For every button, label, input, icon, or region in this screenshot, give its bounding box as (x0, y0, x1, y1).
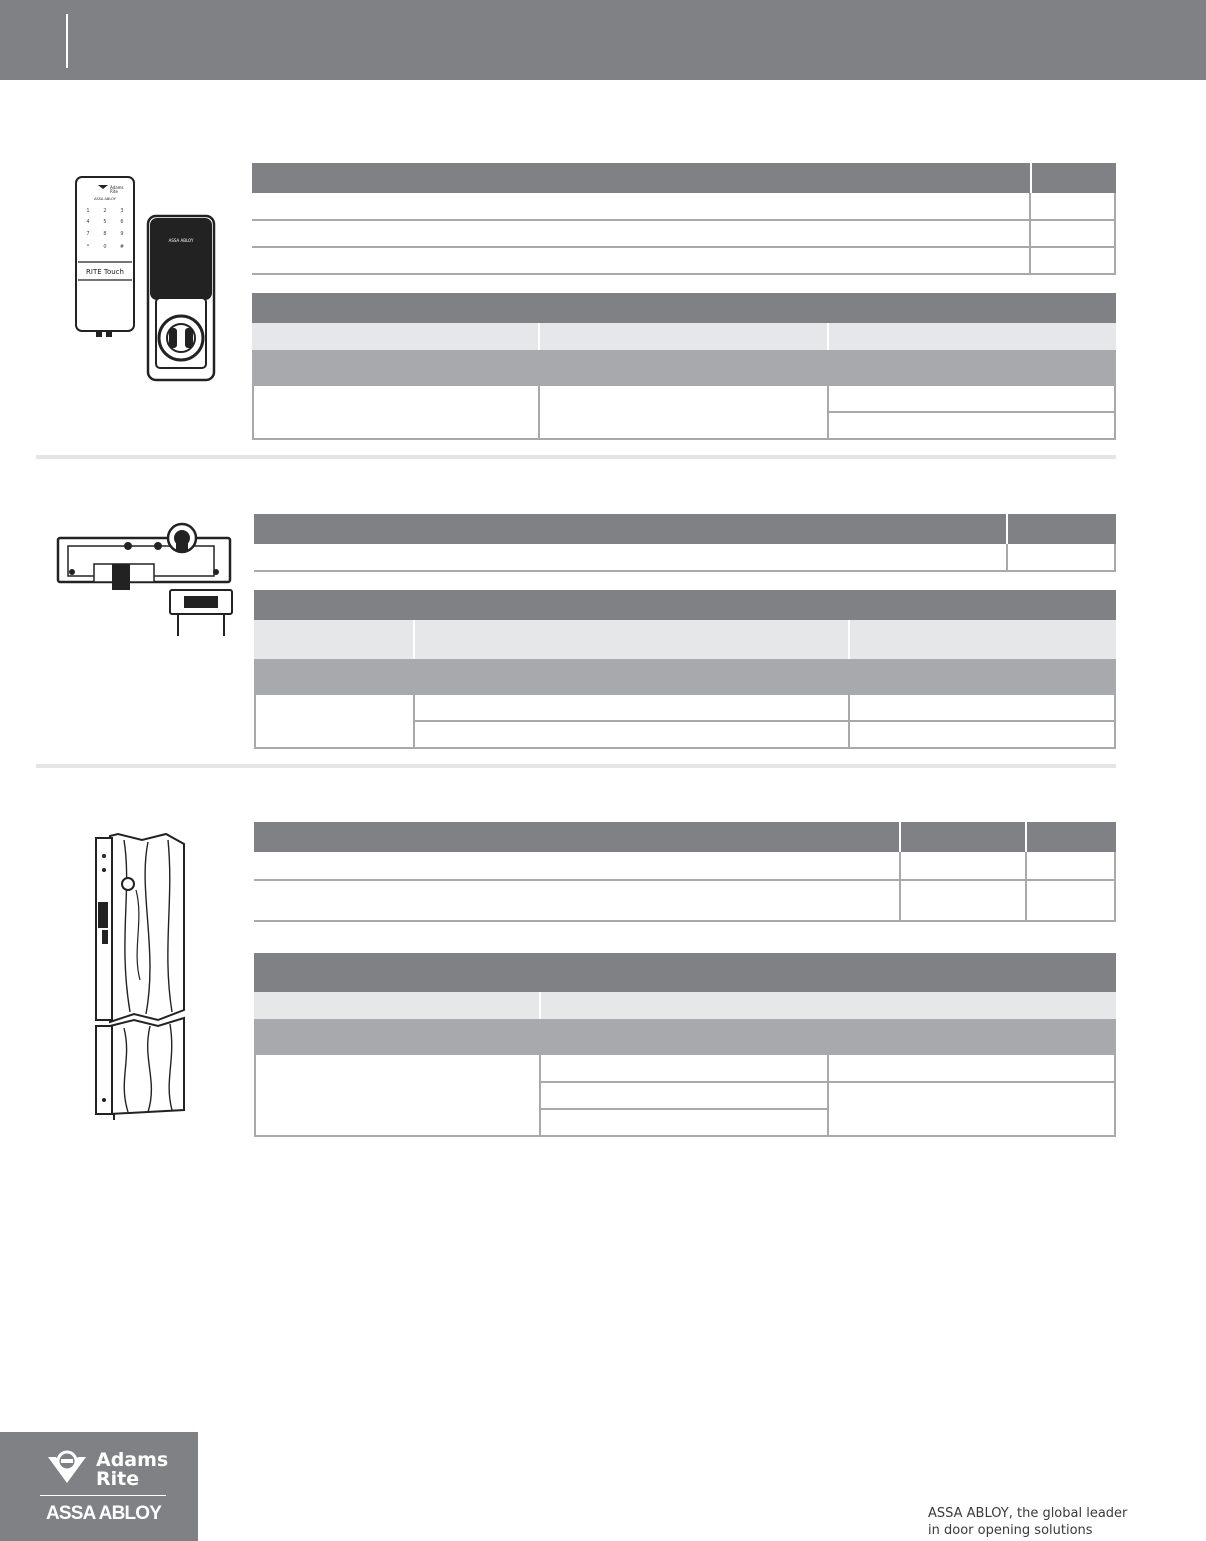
logo-assa-abloy: ASSA ABLOY (46, 1503, 162, 1524)
table1a-header-code (1032, 163, 1116, 193)
table1a-row-rule (252, 219, 1116, 221)
table1b-col-rule (538, 386, 540, 440)
svg-text:ASSA ABLOY: ASSA ABLOY (94, 197, 116, 201)
table2a-col-rule (1114, 544, 1116, 572)
table1b-row-rule (828, 411, 1116, 413)
table1a-row-rule (252, 246, 1116, 248)
table3a-col-rule (1025, 852, 1027, 922)
keypad-key: 9 (120, 231, 124, 237)
keypad-key: 2 (103, 208, 107, 214)
table3b-row-rule (540, 1108, 828, 1110)
table2a-header-code (1008, 514, 1116, 544)
table2b-band (254, 659, 1116, 695)
table1a-col-rule (1029, 193, 1031, 275)
tagline-line-2: in door opening solutions (928, 1523, 1093, 1538)
keypad-brand-label: RITE Touch (86, 268, 124, 276)
page-header-bar (0, 0, 1206, 80)
table2b-col-rule (413, 695, 415, 749)
svg-text:Rite: Rite (110, 189, 118, 194)
table3b-subheader-divider (539, 992, 541, 1019)
table2b-col-rule (848, 695, 850, 749)
table2a-col-rule (1006, 544, 1008, 572)
device-badge: ASSA ABLOY (168, 238, 194, 243)
table3a-row-rule (254, 879, 1116, 881)
table1a-row-rule (252, 273, 1116, 275)
table3a-header-code (1027, 822, 1116, 852)
table3b-col-rule (254, 1055, 256, 1137)
logo-wordmark-rite: Rite (96, 1468, 140, 1490)
logo-rule (40, 1495, 166, 1496)
section-separator (36, 764, 1116, 768)
table3a-header-function (901, 822, 1025, 852)
table1b-subheader-divider (538, 323, 540, 350)
table3b-col-rule (827, 1055, 829, 1137)
adams-rite-logo-icon (44, 1449, 90, 1485)
keypad-key: # (119, 244, 125, 250)
table3b-row-rule (540, 1081, 1116, 1083)
table1b-row-rule (252, 438, 1116, 440)
keypad-key: 0 (103, 244, 107, 250)
keypad-key: * (86, 244, 90, 250)
table2b-subheader-divider (413, 620, 415, 659)
keypad-key: 1 (86, 208, 90, 214)
mortise-lock-illustration (52, 516, 237, 642)
keypad-deadbolt-illustration (70, 170, 220, 385)
table1b-col-rule (1114, 386, 1116, 440)
table1b-col-rule (252, 386, 254, 440)
table1b-band (252, 350, 1116, 386)
table1b-subheader (252, 323, 1116, 350)
keypad-key: 4 (86, 219, 90, 225)
keypad-key: 7 (86, 231, 90, 237)
table3b-col-rule (539, 1055, 541, 1137)
keypad-key: 8 (103, 231, 107, 237)
svg-text:Adams: Adams (110, 185, 124, 190)
table3b-title-bar (254, 953, 1116, 992)
table1a-col-rule (1114, 193, 1116, 275)
table3a-col-rule (899, 852, 901, 922)
header-divider (66, 14, 68, 68)
tagline (928, 1505, 1127, 1539)
table2a-header-description (254, 514, 1006, 544)
table1b-title-bar (252, 293, 1116, 323)
table3b-subheader (254, 992, 1116, 1019)
section-separator (36, 455, 1116, 459)
table2a-row-rule (254, 570, 1116, 572)
table3a-row-rule (254, 920, 1116, 922)
table3a-col-rule (1114, 852, 1116, 922)
logo-wordmark-adams: Adams (96, 1449, 169, 1471)
table2b-subheader (254, 620, 1116, 659)
table3b-col-rule (1114, 1055, 1116, 1137)
table2b-row-rule (254, 747, 1116, 749)
table2b-title-bar (254, 590, 1116, 620)
table1a-header-description (252, 163, 1030, 193)
table2b-col-rule (254, 695, 256, 749)
keypad-key: 6 (120, 219, 124, 225)
table3a-header-description (254, 822, 899, 852)
table3b-row-rule (254, 1135, 1116, 1137)
table2b-subheader-divider (848, 620, 850, 659)
door-exit-device-illustration (88, 830, 190, 1120)
table3b-band (254, 1019, 1116, 1055)
table1b-subheader-divider (827, 323, 829, 350)
keypad-key: 5 (103, 219, 107, 225)
table2b-row-rule (414, 720, 1116, 722)
keypad-key: 3 (120, 208, 124, 214)
table1b-col-rule (827, 386, 829, 440)
table2b-col-rule (1114, 695, 1116, 749)
tagline-line-1: ASSA ABLOY, the global leader (928, 1506, 1128, 1521)
